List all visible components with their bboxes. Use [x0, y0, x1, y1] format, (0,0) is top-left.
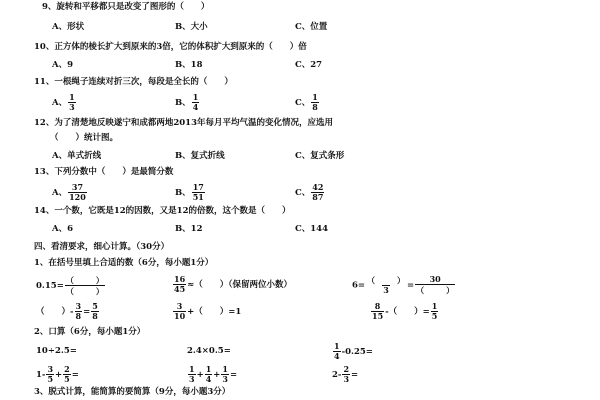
p1-expr-3: 6= （ ） 3 = 30 （ ）: [352, 274, 455, 295]
q11-c-fraction: $\frac{1}{8}$: [312, 92, 318, 112]
p2-expr-6: 2- $\frac{2}{3}$ =: [332, 364, 359, 384]
q14-option-c: C、144: [295, 224, 329, 234]
p2-expr-5: $\frac{1}{3}$ + $\frac{1}{4}$ + $\frac{1}{3}$ =: [189, 364, 238, 384]
p1-e3-fraction-1: （ ） 3: [367, 275, 406, 295]
p1-e2-fraction: $\frac{16}{45}$: [174, 274, 186, 294]
q12-stem-line1: 12、为了清楚地反映遂宁和成都两地2013年每月平均气温的变化情况，应选用: [34, 118, 333, 128]
p2-e5-fraction-1: $\frac{1}{3}$: [189, 364, 195, 384]
p1-expr-2: $\frac{16}{45}$ ≈（ ）（保留两位小数）: [174, 274, 293, 294]
q14-option-a: A、6: [52, 224, 74, 234]
q10-stem: 10、正方体的棱长扩大到原来的3倍，它的体积扩大到原来的（ ）倍: [34, 42, 307, 52]
p1-e5-fraction: $\frac{3}{10}$: [174, 301, 186, 321]
q13-c-fraction: $\frac{42}{87}$: [312, 182, 324, 202]
q13-a-fraction: $\frac{37}{120}$: [69, 182, 86, 202]
q13-option-a: A、 $\frac{37}{120}$: [52, 182, 86, 202]
section4-title: 四、看清要求，细心计算。（30分）: [34, 242, 170, 252]
q11-option-a: A、 $\frac{1}{3}$: [52, 92, 75, 112]
q9-option-a: A、形状: [52, 22, 85, 32]
p2-e5-fraction-2: $\frac{1}{4}$: [205, 364, 212, 384]
p2-e6-fraction: $\frac{2}{3}$: [343, 364, 350, 384]
q11-b-fraction: $\frac{1}{4}$: [192, 92, 199, 112]
q9-option-c: C、位置: [295, 22, 328, 32]
q11-stem: 11、一根绳子连续对折三次，每段是全长的（ ）: [34, 77, 233, 87]
p2-expr-2: 2.4×0.5=: [187, 346, 231, 356]
q11-option-b: B、 $\frac{1}{4}$: [175, 92, 199, 112]
p2-e5-fraction-3: $\frac{1}{3}$: [222, 364, 228, 384]
p2-e3-fraction: $\frac{1}{4}$: [334, 341, 340, 361]
q13-b-fraction: $\frac{17}{51}$: [192, 182, 204, 202]
p2-expr-1: 10÷2.5=: [36, 346, 77, 356]
p2-expr-3: $\frac{1}{4}$ -0.25=: [334, 341, 373, 361]
p2-e4-fraction-2: $\frac{2}{5}$: [64, 364, 70, 384]
p2-e4-fraction-1: $\frac{3}{5}$: [47, 364, 54, 384]
p1-e1-blank-fraction: （ ） （ ）: [65, 275, 104, 296]
q10-option-c: C、27: [295, 60, 323, 70]
q12-option-a: A、单式折线: [52, 151, 102, 161]
q12-stem-line2: （ ）统计图。: [50, 133, 119, 143]
part2-title: 2、口算（6分，每小题1分）: [34, 327, 146, 337]
q13-stem: 13、下列分数中（ ）是最简分数: [34, 167, 174, 177]
q11-option-c: C、 $\frac{1}{8}$: [295, 92, 318, 112]
p1-e3-fraction-2: 30 （ ）: [416, 274, 455, 295]
p1-e6-fraction-2: $\frac{1}{5}$: [431, 301, 438, 321]
q13-option-c: C、 $\frac{42}{87}$: [295, 182, 324, 202]
part1-title: 1、在括号里填上合适的数（6分，每小题1分）: [34, 258, 214, 268]
q12-option-c: C、复式条形: [295, 151, 345, 161]
q13-option-b: B、 $\frac{17}{51}$: [175, 182, 204, 202]
q10-option-b: B、18: [175, 60, 203, 70]
q14-option-b: B、12: [175, 224, 203, 234]
q11-a-fraction: $\frac{1}{3}$: [69, 92, 75, 112]
p2-expr-4: 1- $\frac{3}{5}$ + $\frac{2}{5}$ =: [36, 364, 79, 384]
p1-expr-6: $\frac{8}{15}$ -（ ）= $\frac{1}{5}$: [372, 301, 438, 321]
q12-option-b: B、复式折线: [175, 151, 225, 161]
p1-expr-4: （ ）- $\frac{3}{8}$ = $\frac{5}{8}$: [36, 301, 98, 321]
p1-e4-fraction-2: $\frac{5}{8}$: [92, 301, 98, 321]
q9-stem: 9、旋转和平移都只是改变了图形的（ ）: [42, 2, 210, 12]
p1-e4-fraction-1: $\frac{3}{8}$: [75, 301, 82, 321]
p1-e6-fraction-1: $\frac{8}{15}$: [372, 301, 384, 321]
q14-stem: 14、一个数，它既是12的因数，又是12的倍数，这个数是（ ）: [34, 206, 291, 216]
p1-expr-1: 0.15= （ ） （ ）: [36, 275, 104, 296]
q10-option-a: A、9: [52, 60, 74, 70]
q9-option-b: B、大小: [175, 22, 208, 32]
part3-title: 3、脱式计算，能简算的要简算（9分，每小题3分）: [34, 387, 231, 397]
p1-expr-5: $\frac{3}{10}$ +（ ）=1: [174, 301, 242, 321]
